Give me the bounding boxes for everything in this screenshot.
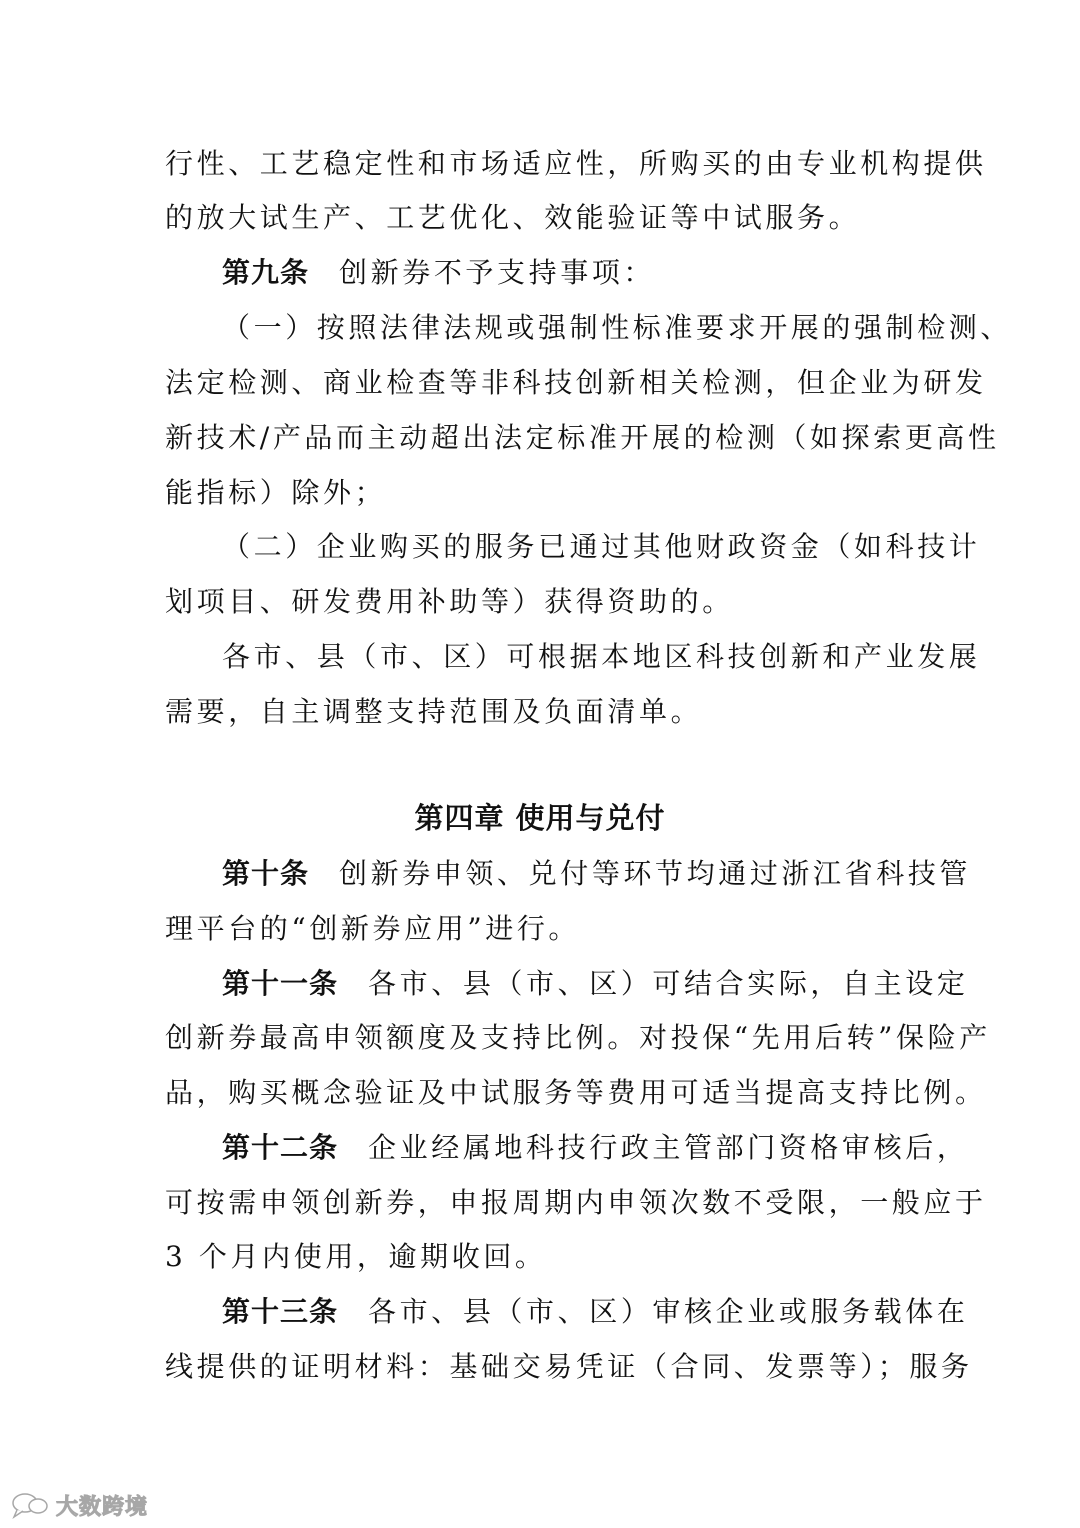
article-label: 第十二条 (222, 1131, 339, 1164)
article-label: 第九条 (222, 256, 310, 289)
body-line: 的放大试生产、工艺优化、效能验证等中试服务。 (165, 201, 861, 234)
body-line: 可按需申领创新券，申报周期内申领次数不受限，一般应于 (165, 1186, 987, 1219)
body-line: 品，购买概念验证及中试服务等费用可适当提高支持比例。 (165, 1076, 987, 1109)
body-line: （一）按照法律法规或强制性标准要求开展的强制检测、 (222, 311, 1013, 344)
watermark-text: 大数跨境 (56, 1494, 149, 1520)
watermark (10, 1490, 148, 1520)
article-text: 各市、县（市、区）可结合实际，自主设定 (368, 967, 969, 1000)
body-line: 创新券最高申领额度及支持比例。对投保“先用后转”保险产 (165, 1021, 991, 1054)
article-label: 第十三条 (222, 1295, 339, 1328)
article-12 (222, 1131, 968, 1165)
body-line: 理平台的“创新券应用”进行。 (165, 912, 581, 945)
article-text: 创新券申领、兑付等环节均通过浙江省科技管 (339, 857, 972, 890)
article-text: 各市、县（市、区）审核企业或服务载体在 (368, 1295, 969, 1328)
body-line: 划项目、研发费用补助等）获得资助的。 (165, 585, 734, 618)
body-line: 行性、工艺稳定性和市场适应性，所购买的由专业机构提供 (165, 147, 987, 180)
article-13 (222, 1295, 968, 1329)
article-text: 创新券不予支持事项： (339, 256, 656, 289)
body-line: 各市、县（市、区）可根据本地区科技创新和产业发展 (222, 640, 981, 673)
body-line: 3 个月内使用，逾期收回。 (165, 1240, 547, 1273)
article-10 (222, 857, 971, 891)
body-line: 需要，自主调整支持范围及负面清单。 (165, 695, 703, 728)
body-line: 线提供的证明材料：基础交易凭证（合同、发票等）；服务 (165, 1350, 973, 1383)
chapter-heading: 第四章 使用与兑付 (414, 801, 666, 835)
chat-bubble-icon (10, 1491, 50, 1519)
article-text: 企业经属地科技行政主管部门资格审核后， (368, 1131, 969, 1164)
article-9 (222, 256, 655, 290)
body-line: （二）企业购买的服务已通过其他财政资金（如科技计 (222, 530, 981, 563)
article-label: 第十一条 (222, 967, 339, 1000)
body-line: 法定检测、商业检查等非科技创新相关检测，但企业为研发 (165, 366, 987, 399)
article-label: 第十条 (222, 857, 310, 890)
body-line: 能指标）除外； (165, 476, 387, 509)
article-11 (222, 967, 968, 1001)
body-line: 新技术/产品而主动超出法定标准开展的检测（如探索更高性 (165, 421, 1000, 454)
